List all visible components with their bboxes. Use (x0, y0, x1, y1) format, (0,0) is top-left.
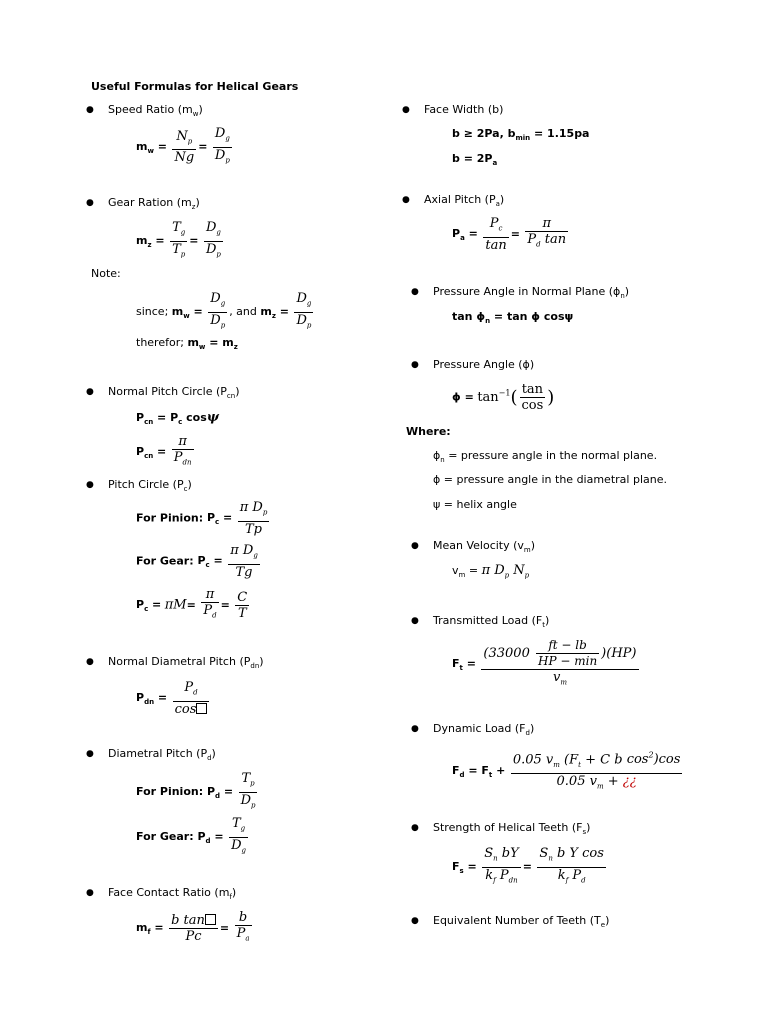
speed-ratio-heading: ● Speed Ratio $(m_w)$ (86, 103, 203, 119)
equivalent-teeth-heading: ● Equivalent Number of Teeth $(T_e)$ (411, 914, 610, 930)
pressure-angle-heading: ● Pressure Angle (ϕ) (411, 358, 535, 371)
pc-gear-formula: For Gear: $P_c$ = $\frac{\pi D_g}{Tg}$ (136, 543, 258, 580)
dynamic-load-formula: $F_d = F_t$ + $\frac{0.05 v_m (F_t + C b \cos^2)\cos}{0.05 v_m + ¿¿}$ (452, 748, 684, 795)
normal-diametral-pitch-heading: ● Normal Diametral Pitch $(P_{dn})$ (86, 655, 264, 671)
transmitted-load-heading: ● Transmitted Load $(F_t)$ (411, 614, 550, 630)
face-width-heading: ● Face Width (b) (402, 103, 504, 116)
face-contact-ratio-heading: ● Face Contact Ratio $(m_f)$ (86, 886, 237, 902)
pc-pinion-formula: For Pinion: $P_c$ = $\frac{\pi D_p}{Tp}$ (136, 500, 268, 537)
face-width-formula-1: b ≥ 2Pa, $b_{min} = 1.15pa$ (452, 127, 590, 143)
gear-ration-heading: ● Gear Ration $(m_z)$ (86, 196, 200, 212)
pcn-formula-2: $P_{cn}$ = $\frac{\pi}{P_{dn}}$ (136, 434, 192, 467)
gear-ration-formula: $m_z$ = $\frac{T_g}{T_p}$ = $\frac{D_g}{D_p}$ (136, 220, 221, 259)
axial-pitch-formula: $P_a$ = $\frac{P_c}{\tan}$ = $\frac{\pi}{P_d \tan}$ (452, 216, 567, 253)
pressure-angle-normal-formula: $\tan \phi_n = \tan \phi$ cosψ (452, 310, 574, 326)
pd-pinion-formula: For Pinion: $P_d$ = $\frac{T_p}{D_p}$ (136, 771, 256, 810)
transmitted-load-formula: $F_t$ = (33000 $\frac{ft - lb}{HP - \min}$ )(HP) $v_m$ (452, 638, 637, 687)
where-line-1: $\phi_n$ = pressure angle in the normal plane. (433, 449, 658, 465)
pcn-formula-1: $P_{cn} = P_c$ cosψ (136, 410, 220, 427)
mean-velocity-formula: $v_m = \pi$ $D_p$ $N_p$ (452, 563, 530, 580)
where-line-3: ψ = helix angle (433, 498, 517, 511)
mean-velocity-heading: ● Mean Velocity $(v_m)$ (411, 539, 536, 555)
mf-formula: $m_f$ = $\frac{\text{b tan}}{Pc}$ = $\frac{b}{P_a}$ (136, 910, 250, 944)
axial-pitch-heading: ● Axial Pitch $(P_a)$ (402, 193, 505, 209)
since-formula: since; $m_w$ = $\frac{D_g}{D_p}$ , and $m_z$ = $\frac{D_g}{D_p}$ (136, 291, 312, 330)
page-title: Useful Formulas for Helical Gears (91, 80, 299, 93)
where-label: Where: (406, 425, 451, 438)
strength-teeth-formula: $F_s$ = $\frac{S_n bY}{k_f P_{dn}}$ = $\frac{S_n b Y \cos}{k_f P_d}$ (452, 846, 604, 885)
pdn-formula: $P_{dn}$ = $\frac{P_d}{\cos}$ (136, 680, 211, 717)
speed-ratio-formula: $m_w$ = $\frac{N_p}{Ng}$ = $\frac{D_g}{D_p}$ (136, 126, 230, 166)
dynamic-load-heading: ● Dynamic Load $(F_d)$ (411, 722, 535, 738)
normal-pitch-circle-heading: ● Normal Pitch Circle $(P_{cn})$ (86, 385, 240, 401)
face-width-formula-2: $b = 2P_a$ (452, 152, 498, 168)
therefor-formula: therefor; $m_w = m_z$ (136, 336, 238, 352)
note-label: Note: (91, 267, 121, 280)
pd-gear-formula: For Gear: $P_d$ = $\frac{T_g}{D_g}$ (136, 816, 246, 855)
diametral-pitch-heading: ● Diametral Pitch $(P_d)$ (86, 747, 216, 763)
pressure-angle-normal-heading: ● Pressure Angle in Normal Plane $(\phi_n)$ (411, 285, 630, 301)
where-line-2: ϕ = pressure angle in the diametral plane. (433, 473, 667, 486)
pc-general-formula: $P_c = \pi M=$ $\frac{\pi}{P_d}$ = $\frac{C}{T}$ (136, 587, 248, 621)
pitch-circle-heading: ● Pitch Circle $(P_c)$ (86, 478, 192, 494)
pressure-angle-formula: $\phi = \tan^{-1}$( $\frac{\tan}{\cos}$ ) (452, 382, 555, 413)
strength-teeth-heading: ● Strength of Helical Teeth $(F_s)$ (411, 821, 591, 837)
